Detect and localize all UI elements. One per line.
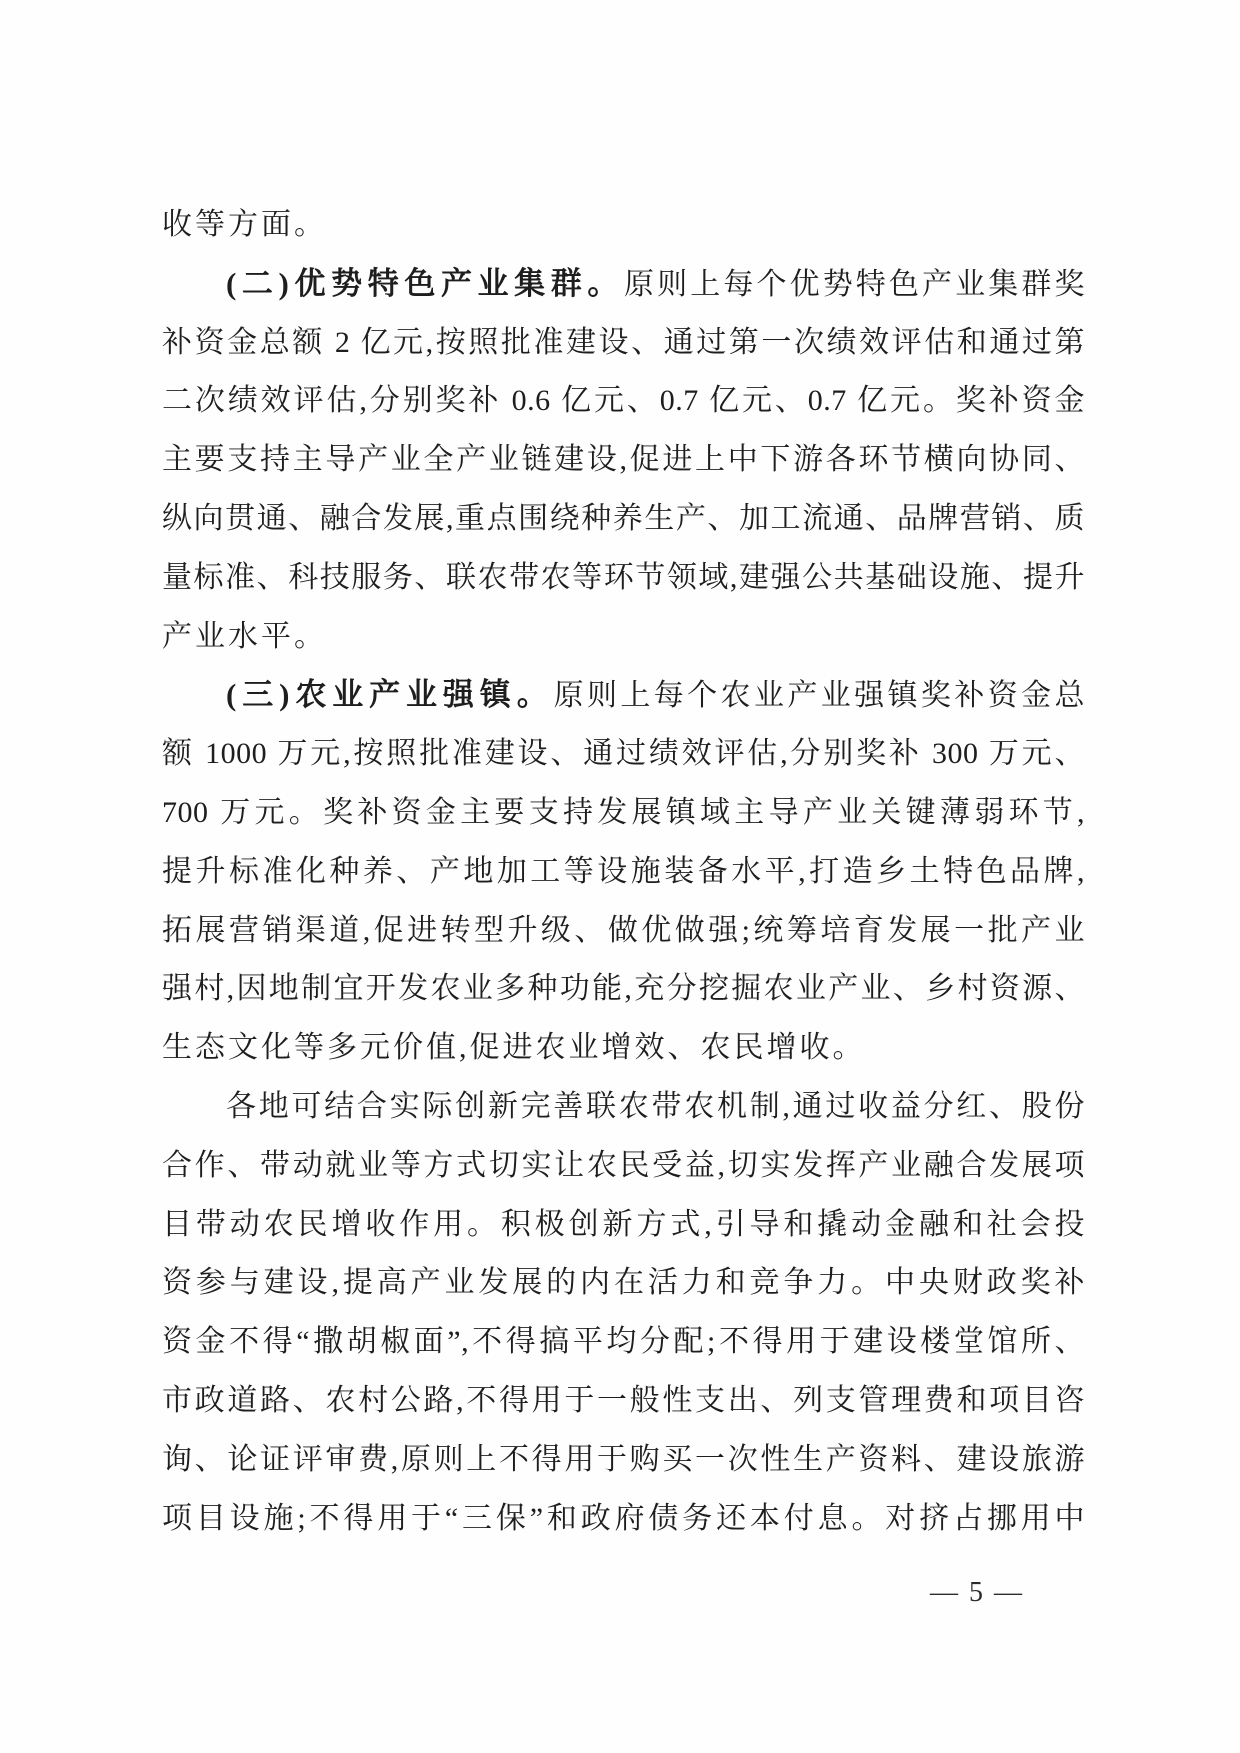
document-body	[162, 196, 1085, 1548]
text-line	[162, 784, 1085, 843]
line-text: 目带动农民增收作用。积极创新方式,引导和撬动金融和社会投	[162, 1207, 1085, 1241]
page-number: — 5 —	[930, 1577, 1024, 1608]
line-text: 主要支持主导产业全产业链建设,促进上中下游各环节横向协同、	[162, 443, 1085, 477]
line-text: 产业水平。	[162, 619, 327, 653]
text-line	[162, 431, 1085, 490]
line-text: 询、论证评审费,原则上不得用于购买一次性生产资料、建设旅游	[162, 1442, 1085, 1476]
line-text: 原则上每个优势特色产业集群奖	[624, 267, 1085, 301]
section-heading: (三)农业产业强镇。	[226, 677, 554, 713]
text-line	[162, 372, 1085, 431]
line-text: 纵向贯通、融合发展,重点围绕种养生产、加工流通、品牌营销、质	[162, 501, 1085, 535]
line-text: 提升标准化种养、产地加工等设施装备水平,打造乡土特色品牌,	[162, 854, 1085, 888]
line-text: 市政道路、农村公路,不得用于一般性支出、列支管理费和项目咨	[162, 1383, 1085, 1417]
text-line	[162, 1372, 1085, 1431]
text-line	[162, 314, 1085, 373]
line-text: 强村,因地制宜开发农业多种功能,充分挖掘农业产业、乡村资源、	[162, 972, 1085, 1006]
line-text: 资参与建设,提高产业发展的内在活力和竞争力。中央财政奖补	[162, 1266, 1085, 1300]
line-text: 拓展营销渠道,促进转型升级、做优做强;统筹培育发展一批产业	[162, 913, 1085, 947]
text-line	[162, 196, 1085, 255]
line-text: 补资金总额 2 亿元,按照批准建设、通过第一次绩效评估和通过第	[162, 325, 1085, 359]
text-line	[162, 1313, 1085, 1372]
text-line	[162, 1254, 1085, 1313]
text-line	[162, 1137, 1085, 1196]
line-text: 额 1000 万元,按照批准建设、通过绩效评估,分别奖补 300 万元、	[162, 737, 1085, 771]
text-line	[162, 725, 1085, 784]
text-line	[162, 1431, 1085, 1490]
text-line	[162, 843, 1085, 902]
text-line	[162, 1078, 1085, 1137]
text-line	[162, 1019, 1085, 1078]
text-line	[162, 1196, 1085, 1255]
text-line	[162, 960, 1085, 1019]
text-line	[162, 608, 1085, 667]
line-text: 合作、带动就业等方式切实让农民受益,切实发挥产业融合发展项	[162, 1148, 1085, 1182]
line-text: 原则上每个农业产业强镇奖补资金总	[553, 679, 1085, 713]
text-line	[162, 255, 1085, 314]
text-line	[162, 549, 1085, 608]
line-text: 资金不得“撒胡椒面”,不得搞平均分配;不得用于建设楼堂馆所、	[162, 1325, 1085, 1359]
section-heading: (二)优势特色产业集群。	[226, 265, 625, 301]
line-text: 700 万元。奖补资金主要支持发展镇域主导产业关键薄弱环节,	[162, 795, 1085, 829]
line-text: 二次绩效评估,分别奖补 0.6 亿元、0.7 亿元、0.7 亿元。奖补资金	[162, 384, 1085, 418]
line-text: 收等方面。	[162, 208, 327, 241]
line-text: 生态文化等多元价值,促进农业增效、农民增收。	[162, 1031, 866, 1065]
text-line	[162, 490, 1085, 549]
line-text: 各地可结合实际创新完善联农带农机制,通过收益分红、股份	[226, 1089, 1085, 1123]
text-line	[162, 902, 1085, 961]
text-line	[162, 1490, 1085, 1549]
text-line	[162, 666, 1085, 725]
line-text: 项目设施;不得用于“三保”和政府债务还本付息。对挤占挪用中	[162, 1501, 1085, 1535]
line-text: 量标准、科技服务、联农带农等环节领域,建强公共基础设施、提升	[162, 560, 1085, 594]
